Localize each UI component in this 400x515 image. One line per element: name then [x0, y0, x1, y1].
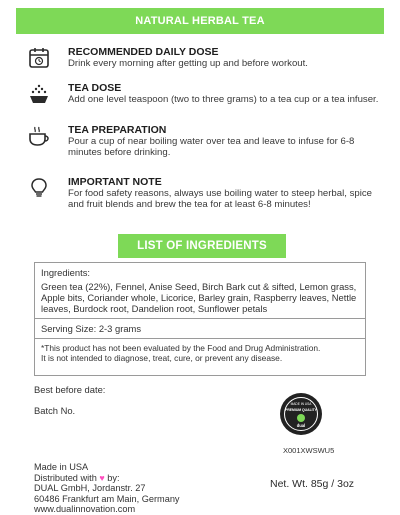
ingredients-banner: LIST OF INGREDIENTS — [118, 234, 286, 258]
serving-size: Serving Size: 2-3 grams — [35, 318, 365, 338]
badge-top-text: MADE IN USA — [290, 402, 312, 406]
distributed-prefix: Distributed with — [34, 472, 97, 483]
calendar-icon — [28, 47, 50, 69]
check-icon — [297, 414, 305, 422]
fda-line-1: *This product has not been evaluated by the Food and Drug Administration. — [41, 343, 321, 353]
fda-disclaimer — [35, 338, 365, 367]
company-name: DUAL GmbH, Jordanstr. 27 — [34, 483, 146, 493]
ingredients-list — [35, 263, 365, 318]
company-website: www.dualinnovation.com — [34, 504, 136, 514]
section-text: Pour a cup of near boiling water over tea and leave to infuse for 6-8 minutes before drinking. — [68, 136, 355, 158]
lightbulb-icon — [28, 177, 50, 199]
tea-dose-icon — [28, 83, 50, 105]
distributed-line — [34, 473, 254, 484]
fda-line-2: It is not intended to diagnose, treat, cure, or prevent any disease. — [41, 353, 283, 363]
quality-badge-icon — [280, 393, 322, 435]
heart-icon: ♥ — [99, 472, 105, 483]
section-text: Add one level teaspoon (two to three grams) to a tea cup or a tea infuser. — [68, 94, 379, 105]
batch-label: Batch No. — [34, 405, 76, 416]
best-before-label: Best before date: — [34, 384, 106, 395]
tea-cup-icon — [28, 125, 50, 147]
section-text: For food safety reasons, always use boiling water to steep herbal, spice and fruit blends and brew the tea for at least 6-8 minutes! — [68, 188, 372, 210]
section-title: TEA DOSE — [68, 82, 122, 94]
ingredients-box — [34, 262, 366, 376]
section-title: RECOMMENDED DAILY DOSE — [68, 46, 219, 58]
ingredients-text: Green tea (22%), Fennel, Anise Seed, Birch Bark cut & sifted, Lemon grass, Apple bits, Coriander whole, Licorice, Barley grain, Raspberry leaves, Nettle leaves, Burdock root, Dandelion root, Sunflower petals — [41, 281, 357, 314]
distributed-suffix: by: — [107, 472, 120, 483]
section-title: TEA PREPARATION — [68, 124, 167, 136]
badge-brand-text: dual — [296, 423, 306, 428]
distributor-info — [34, 462, 254, 515]
section-text: Drink every morning after getting up and before workout. — [68, 58, 308, 69]
header-banner: NATURAL HERBAL TEA — [16, 8, 384, 34]
section-title: IMPORTANT NOTE — [68, 176, 162, 188]
net-weight: Net. Wt. 85g / 3oz — [270, 478, 355, 490]
company-city: 60486 Frankfurt am Main, Germany — [34, 493, 180, 504]
barcode-label: X001XWSWU5 — [283, 446, 335, 455]
made-in: Made in USA — [34, 462, 89, 472]
ingredients-label: Ingredients: — [41, 267, 90, 278]
badge-middle-text: PREMIUM QUALITY — [285, 408, 317, 412]
